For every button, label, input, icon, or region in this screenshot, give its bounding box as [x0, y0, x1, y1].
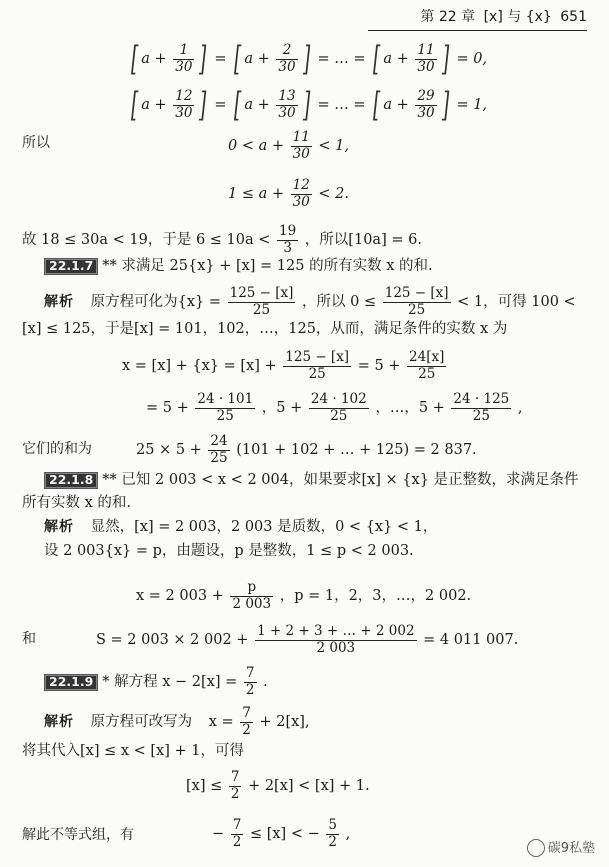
sum-label: 它们的和为	[22, 441, 92, 457]
equation-line-1: [ a + $\frac{1}{30}$ ] = [ a + $\frac{2}{30}$ ] = … = [ a + $\frac{11}{30}$ ] = 0,	[130, 39, 488, 79]
problem-tag: 22.1.9	[44, 674, 98, 691]
problem-22-1-9: 22.1.9 * 解方程 x − 2[x] = $\frac{7}{2}$ .	[44, 666, 268, 698]
conclusion-line: 故 18 ≤ 30a < 19，于是 6 ≤ 10a < $\frac{19}{3}$ ，所以[10a] = 6.	[22, 223, 422, 256]
analysis-8-line-1: 解析 显然，[x] = 2 003，2 003 是质数，0 < {x} < 1，	[44, 519, 438, 535]
so-label: 所以	[22, 135, 50, 151]
page-header	[0, 0, 609, 34]
problem-tag: 22.1.7	[44, 258, 98, 275]
analysis-8-line-4: S = 2 003 × 2 002 + $\frac{1 + 2 + 3 + \dots + 2 002}{2 003}$ = 4 011 007.	[96, 623, 519, 656]
wechat-icon	[527, 839, 545, 857]
analysis-7-line-4: = 5 + $\frac{24 \cdot 101}{25}$ ，5 + $\frac{24 \cdot 102}{25}$ ，…，5 + $\frac{24 \cdot 125}{25}$ ,	[146, 391, 523, 424]
header-rule	[368, 30, 587, 31]
analysis-7-line-5: 25 × 5 + $\frac{24}{25}$ (101 + 102 + … + 125) = 2 837.	[136, 433, 477, 466]
equation-line-4: 1 ≤ a + $\frac{12}{30}$ < 2.	[228, 177, 349, 210]
equation-line-2: [ a + $\frac{12}{30}$ ] = [ a + $\frac{13}{30}$ ] = … = [ a + $\frac{29}{30}$ ] = 1,	[130, 85, 488, 125]
solve-label: 解此不等式组，有	[22, 827, 134, 843]
analysis-9-line-4: − $\frac{7}{2}$ ≤ [x] < − $\frac{5}{2}$ ,	[212, 817, 351, 850]
analysis-9-line-1: 解析 原方程可改写为 x = $\frac{7}{2}$ + 2[x],	[44, 705, 310, 738]
problem-22-1-7: 22.1.7 ** 求满足 25{x} + [x] = 125 的所有实数 x 的和.	[44, 258, 433, 275]
problem-22-1-8-cont: 所有实数 x 的和.	[22, 495, 132, 511]
problem-22-1-8: 22.1.8 ** 已知 2 003 < x < 2 004，如果要求[x] × {x} 是正整数，求满足条件	[44, 472, 579, 489]
analysis-7-line-2: [x] ≤ 125，于是[x] = 101，102，…，125，从而，满足条件的实数 x 为	[22, 321, 508, 337]
analysis-label: 解析	[44, 519, 74, 535]
equation-line-3: 0 < a + $\frac{11}{30}$ < 1,	[228, 129, 349, 162]
analysis-9-line-3: [x] ≤ $\frac{7}{2}$ + 2[x] < [x] + 1.	[186, 769, 370, 802]
analysis-7-line-3: x = [x] + {x} = [x] + $\frac{125 - [x]}{25}$ = 5 + $\frac{24[x]}{25}$	[122, 349, 445, 382]
analysis-7-line-1: 解析 原方程可化为{x} = $\frac{125 - [x]}{25}$ ，所以 0 ≤ $\frac{125 - [x]}{25}$ < 1，可得 100 <	[44, 285, 576, 318]
chapter-title: [x] 与 {x}	[483, 9, 552, 25]
and-label: 和	[22, 631, 36, 647]
analysis-label: 解析	[44, 294, 74, 311]
analysis-8-line-3: x = 2 003 + $\frac{p}{2 003}$ ，p = 1，2，3，…，2 002.	[136, 579, 472, 612]
analysis-9-line-2: 将其代入[x] ≤ x < [x] + 1，可得	[22, 743, 244, 759]
header-text	[416, 6, 587, 26]
page-number: 651	[560, 9, 587, 25]
problem-tag: 22.1.8	[44, 472, 98, 489]
analysis-label: 解析	[44, 714, 74, 731]
chapter-label: 第 22 章	[420, 9, 476, 25]
watermark: 碳9私塾	[527, 837, 595, 858]
analysis-8-line-2: 设 2 003{x} = p，由题设，p 是整数，1 ≤ p < 2 003.	[44, 543, 414, 559]
